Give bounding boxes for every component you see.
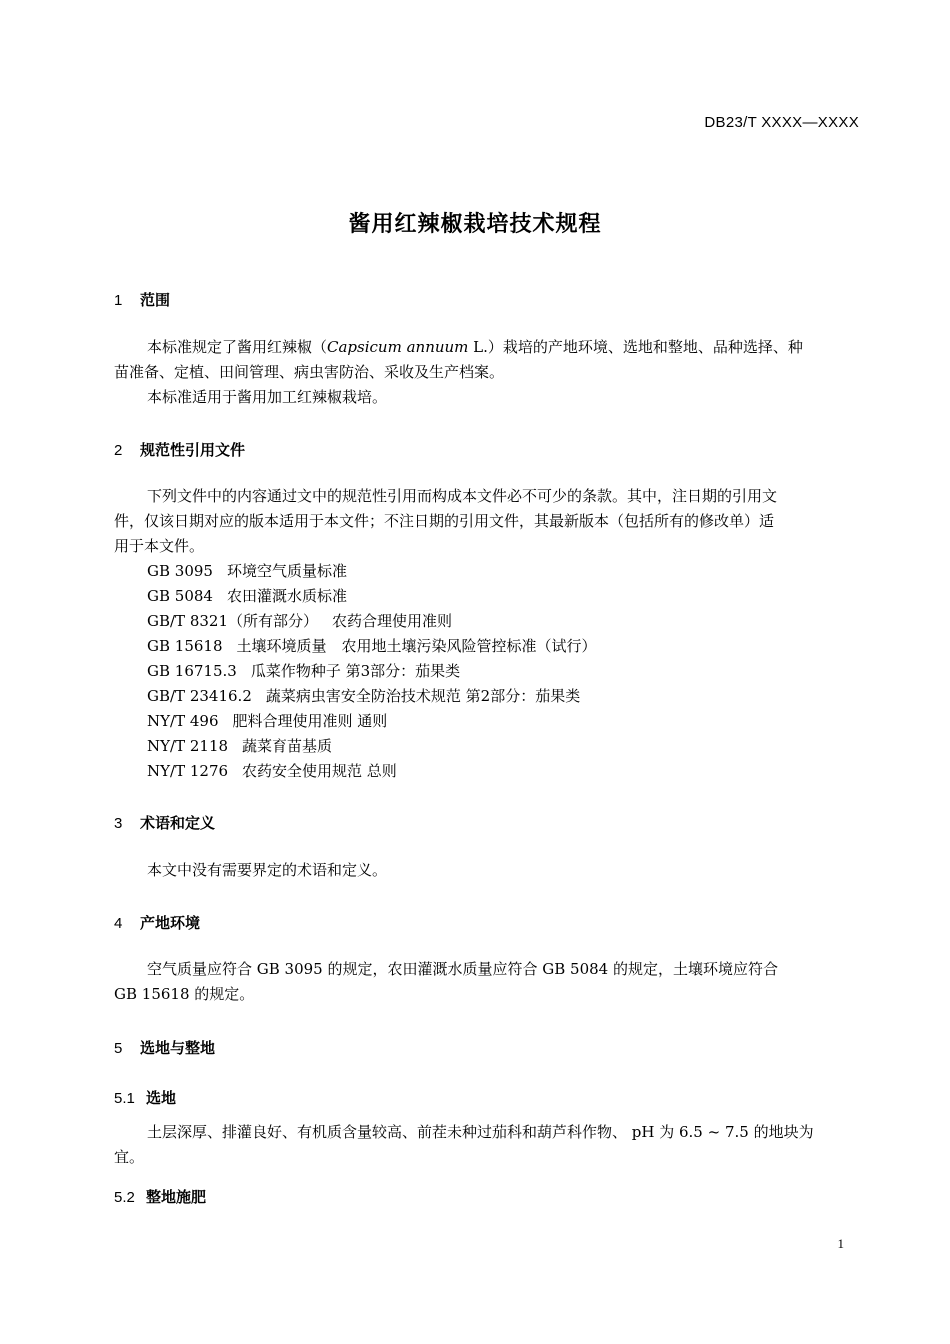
section-title: 选地与整地 bbox=[140, 1039, 216, 1057]
subsection-5-1-paragraph bbox=[114, 1120, 841, 1170]
subsection-5-2-heading bbox=[114, 1186, 206, 1207]
reference-item bbox=[147, 559, 597, 584]
reference-code: GB/T 23416.2 bbox=[147, 687, 252, 705]
reference-code: GB 5084 bbox=[147, 587, 213, 605]
paragraph-line: 件，仅该日期对应的版本适用于本文件；不注日期的引用文件，其最新版本（包括所有的修改单）适 bbox=[114, 512, 775, 530]
section-number: 1 bbox=[114, 292, 123, 309]
reference-code: NY/T 496 bbox=[147, 712, 219, 730]
section-number: 2 bbox=[114, 442, 123, 459]
reference-code: GB 16715.3 bbox=[147, 662, 237, 680]
reference-name: 土壤环境质量 农用地土壤污染风险管控标准（试行） bbox=[236, 637, 597, 655]
paragraph-line bbox=[114, 335, 841, 360]
section-title: 范围 bbox=[140, 291, 171, 309]
section-3-paragraph bbox=[114, 858, 841, 883]
section-5-heading bbox=[114, 1037, 215, 1058]
paragraph-line: 本文中没有需要界定的术语和定义。 bbox=[147, 861, 388, 879]
reference-item bbox=[147, 609, 597, 634]
reference-item bbox=[147, 584, 597, 609]
reference-item bbox=[147, 759, 597, 784]
reference-name: 农田灌溉水质标准 bbox=[226, 587, 347, 605]
reference-item bbox=[147, 634, 597, 659]
reference-name: 环境空气质量标准 bbox=[226, 562, 347, 580]
reference-name: 蔬菜病虫害安全防治技术规范 第2部分：茄果类 bbox=[265, 687, 581, 705]
reference-item bbox=[147, 684, 597, 709]
paragraph-line: 本标准适用于酱用加工红辣椒栽培。 bbox=[147, 388, 388, 406]
reference-item bbox=[147, 709, 597, 734]
section-number: 3 bbox=[114, 815, 123, 832]
section-4-paragraph bbox=[114, 957, 841, 1007]
paragraph-line: 下列文件中的内容通过文中的规范性引用而构成本文件必不可少的条款。其中，注日期的引用文 bbox=[147, 487, 778, 505]
normative-references-list bbox=[147, 559, 597, 784]
reference-item bbox=[147, 659, 597, 684]
section-4-heading bbox=[114, 912, 200, 933]
reference-name: 瓜菜作物种子 第3部分：茄果类 bbox=[250, 662, 461, 680]
reference-code: GB/T 8321（所有部分） bbox=[147, 612, 319, 630]
subsection-5-1-heading bbox=[114, 1087, 176, 1108]
section-2-heading bbox=[114, 439, 245, 460]
reference-item bbox=[147, 734, 597, 759]
reference-name: 肥料合理使用准则 通则 bbox=[232, 712, 388, 730]
section-2-paragraph bbox=[114, 484, 841, 559]
reference-name: 蔬菜育苗基质 bbox=[242, 737, 333, 755]
reference-code: GB 3095 bbox=[147, 562, 213, 580]
standard-code: DB23/T XXXX—XXXX bbox=[704, 114, 859, 131]
reference-name: 农药合理使用准则 bbox=[332, 612, 453, 630]
paragraph-line: 空气质量应符合 GB 3095 的规定，农田灌溉水质量应符合 GB 5084 的规定，土壤环境应符合 bbox=[147, 960, 778, 978]
section-title: 选地 bbox=[146, 1089, 177, 1107]
section-number: 5.1 bbox=[114, 1090, 135, 1107]
paragraph-line: 用于本文件。 bbox=[114, 537, 205, 555]
document-title: 酱用红辣椒栽培技术规程 bbox=[348, 212, 602, 237]
section-1-paragraph bbox=[114, 335, 841, 410]
latin-name: Capsicum annuum bbox=[327, 338, 469, 356]
paragraph-line: 宜。 bbox=[114, 1148, 145, 1166]
paragraph-line: 苗准备、定植、田间管理、病虫害防治、采收及生产档案。 bbox=[114, 363, 505, 381]
reference-code: NY/T 1276 bbox=[147, 762, 229, 780]
section-title: 整地施肥 bbox=[146, 1188, 207, 1206]
paragraph-line: GB 15618 的规定。 bbox=[114, 985, 255, 1003]
page-number: 1 bbox=[837, 1236, 844, 1251]
paragraph-line: 土层深厚、排灌良好、有机质含量较高、前茬未种过茄科和葫芦科作物、 pH 为 6.5 ~ 7.5 的地块为 bbox=[147, 1123, 814, 1141]
text-run: L.）栽培的产地环境、选地和整地、品种选择、种 bbox=[468, 338, 803, 356]
section-number: 5 bbox=[114, 1040, 123, 1057]
section-3-heading bbox=[114, 812, 215, 833]
section-number: 4 bbox=[114, 915, 123, 932]
section-1-heading bbox=[114, 289, 170, 310]
section-title: 术语和定义 bbox=[140, 814, 216, 832]
reference-code: GB 15618 bbox=[147, 637, 223, 655]
reference-code: NY/T 2118 bbox=[147, 737, 229, 755]
reference-name: 农药安全使用规范 总则 bbox=[242, 762, 397, 780]
text-run: 本标准规定了酱用红辣椒（ bbox=[147, 338, 328, 356]
section-title: 规范性引用文件 bbox=[140, 441, 246, 459]
section-number: 5.2 bbox=[114, 1189, 135, 1206]
section-title: 产地环境 bbox=[140, 914, 201, 932]
